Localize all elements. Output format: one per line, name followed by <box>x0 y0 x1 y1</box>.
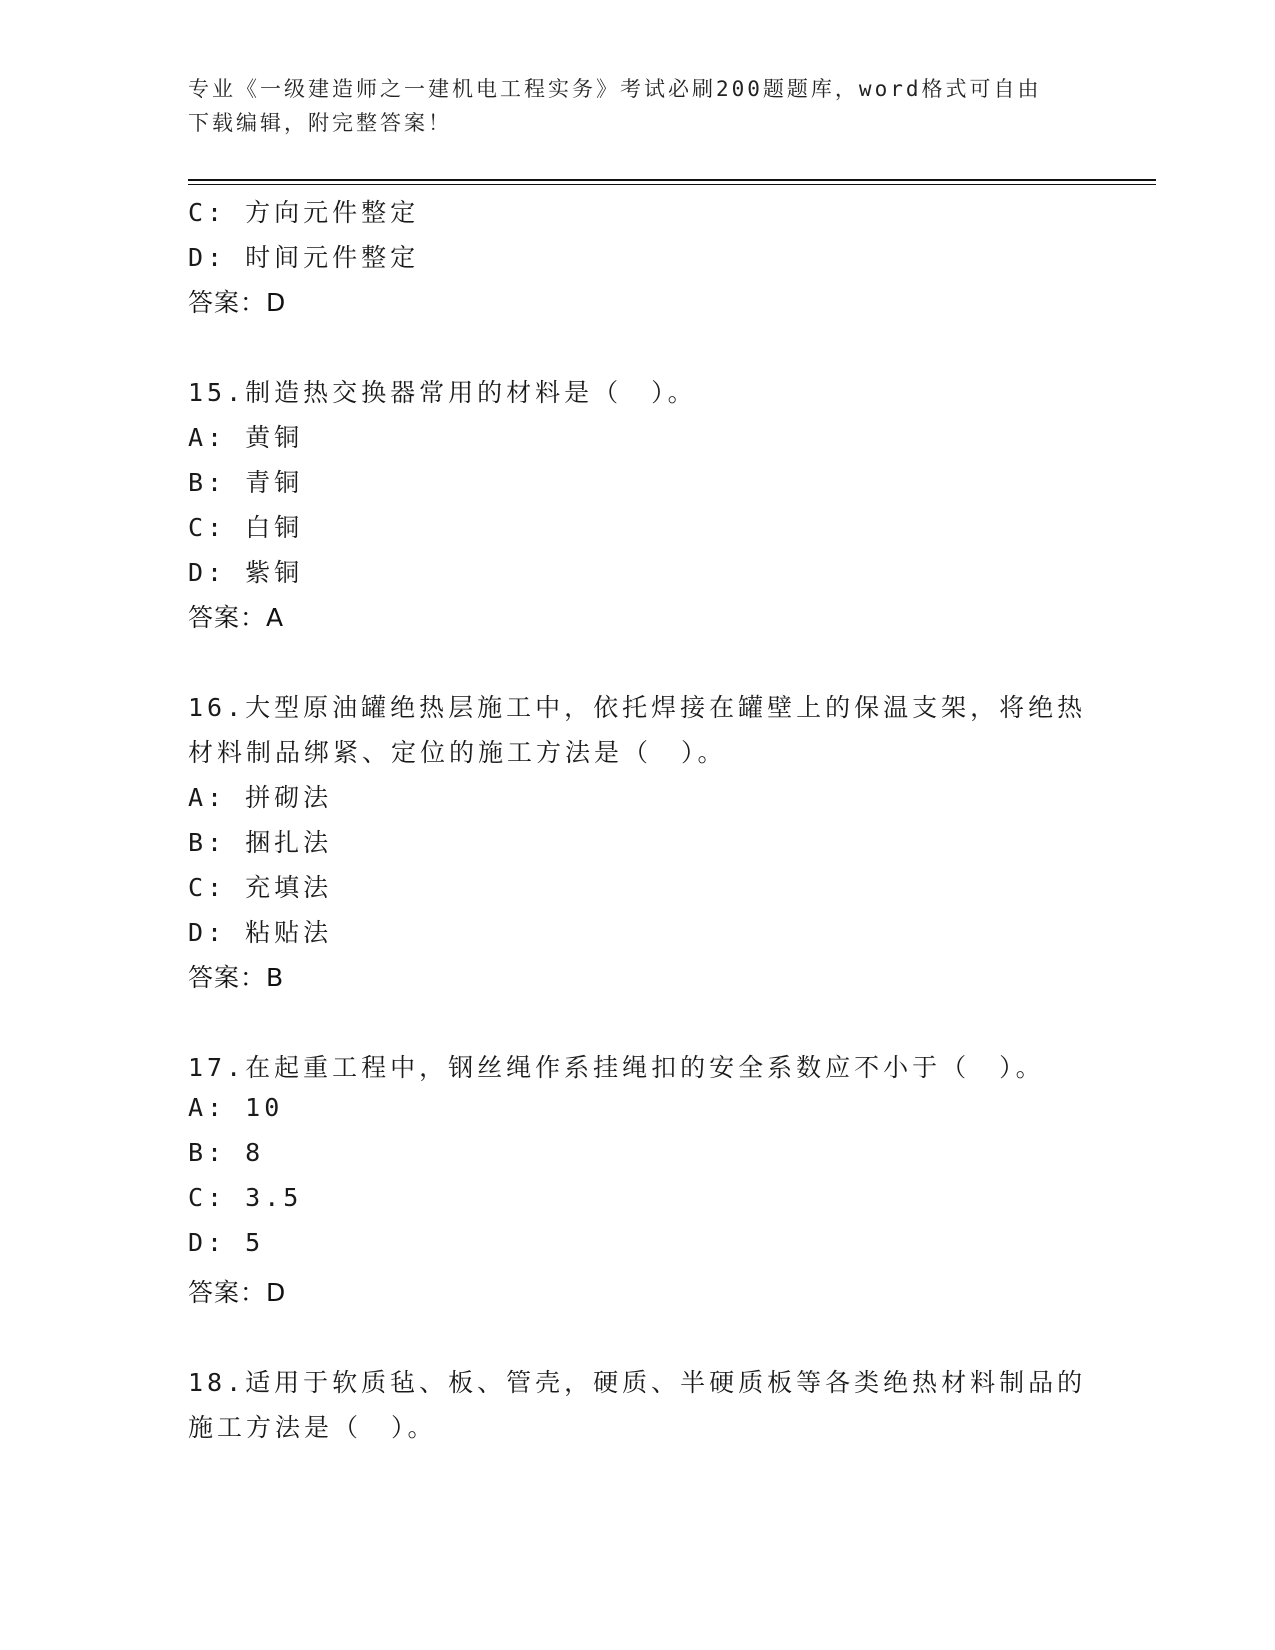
q17-answer: 答案：D <box>188 1278 287 1307</box>
q15-option-a: A: 黄铜 <box>188 423 304 452</box>
q14-option-c: C: 方向元件整定 <box>188 198 420 227</box>
q15-answer: 答案：A <box>188 603 285 632</box>
q15-option-d: D: 紫铜 <box>188 558 304 587</box>
q16-option-d: D: 粘贴法 <box>188 918 333 947</box>
q17-option-a: A: 10 <box>188 1093 284 1122</box>
q16-option-b: B: 捆扎法 <box>188 828 333 857</box>
header-divider-thick <box>188 179 1156 181</box>
q15-option-c: C: 白铜 <box>188 513 304 542</box>
header-line-1: 专业《一级建造师之一建机电工程实务》考试必刷200题题库，word格式可自由 <box>188 77 1042 101</box>
q15-option-b: B: 青铜 <box>188 468 304 497</box>
q15-stem: 15.制造热交换器常用的材料是（ ）。 <box>188 378 697 407</box>
q16-option-a: A: 拼砌法 <box>188 783 333 812</box>
q16-stem-line-2: 材料制品绑紧、定位的施工方法是（ ）。 <box>188 738 727 767</box>
q18-stem-line-1: 18.适用于软质毡、板、管壳，硬质、半硬质板等各类绝热材料制品的 <box>188 1368 1087 1397</box>
q17-option-c: C: 3.5 <box>188 1183 303 1212</box>
header-divider-thin <box>188 184 1156 185</box>
q14-answer: 答案：D <box>188 288 287 317</box>
q14-option-d: D: 时间元件整定 <box>188 243 420 272</box>
q16-answer: 答案：B <box>188 963 285 992</box>
q17-option-d: D: 5 <box>188 1228 265 1257</box>
header-line-2: 下载编辑，附完整答案！ <box>188 111 452 135</box>
q17-stem: 17.在起重工程中，钢丝绳作系挂绳扣的安全系数应不小于（ ）。 <box>188 1053 1045 1082</box>
q18-stem-line-2: 施工方法是（ ）。 <box>188 1413 437 1442</box>
q16-option-c: C: 充填法 <box>188 873 333 902</box>
q17-option-b: B: 8 <box>188 1138 265 1167</box>
q16-stem-line-1: 16.大型原油罐绝热层施工中，依托焊接在罐壁上的保温支架，将绝热 <box>188 693 1087 722</box>
document-header <box>188 72 1088 140</box>
